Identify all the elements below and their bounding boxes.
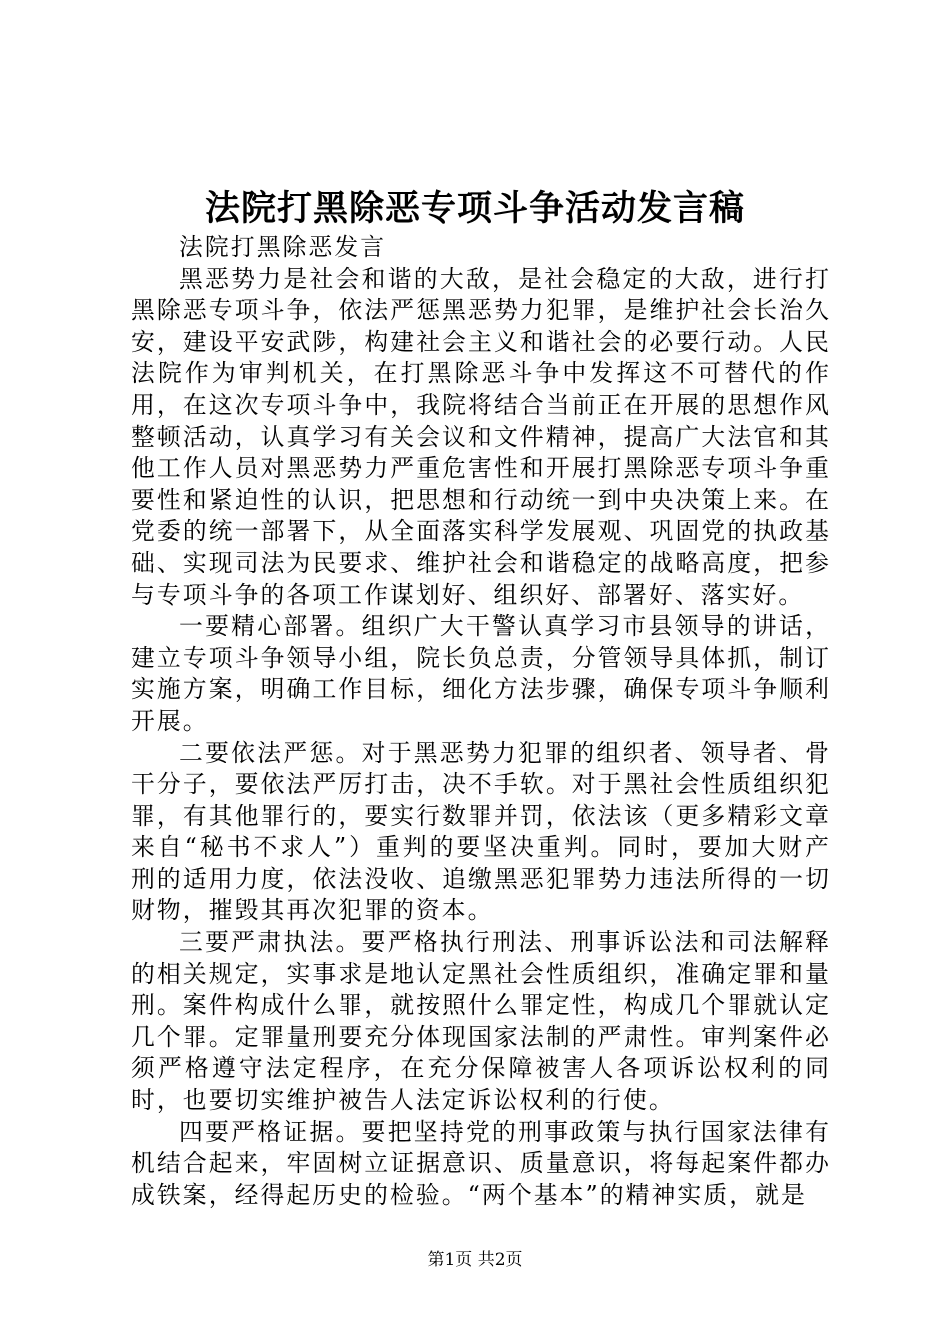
paragraph-point-2: 二要依法严惩。对于黑恶势力犯罪的组织者、领导者、骨干分子，要依法严厉打击，决不手软。对于黑社会性质组织犯罪，有其他罪行的，要实行数罪并罚，依法该（更多精彩文章来自“秘书不求人”）重判的要坚决重判。同时，要加大财产刑的适用力度，依法没收、追缴黑恶犯罪势力违法所得的一切财物，摧毁其再次犯罪的资本。 <box>131 738 831 925</box>
page-number-footer: 第1页 共2页 <box>427 1250 523 1270</box>
paragraph-intro: 黑恶势力是社会和谐的大敌，是社会稳定的大敌，进行打黑除恶专项斗争，依法严惩黑恶势力犯罪，是维护社会长治久安，建设平安武陟，构建社会主义和谐社会的必要行动。人民法院作为审判机关，在打黑除恶斗争中发挥这不可替代的作用，在这次专项斗争中，我院将结合当前正在开展的思想作风整顿活动，认真学习有关会议和文件精神，提高广大法官和其他工作人员对黑恶势力严重危害性和开展打黑除恶专项斗争重要性和紧迫性的认识，把思想和行动统一到中央决策上来。在党委的统一部署下，从全面落实科学发展观、巩固党的执政基础、实现司法为民要求、维护社会和谐稳定的战略高度，把参与专项斗争的各项工作谋划好、组织好、部署好、落实好。 <box>131 264 831 609</box>
paragraph-subtitle: 法院打黑除恶发言 <box>179 233 387 261</box>
document-body <box>131 232 831 1211</box>
paragraph-point-1: 一要精心部署。组织广大干警认真学习市县领导的讲话，建立专项斗争领导小组，院长负总责，分管领导具体抓，制订实施方案，明确工作目标，细化方法步骤，确保专项斗争顺利开展。 <box>131 612 831 735</box>
paragraph-point-4: 四要严格证据。要把坚持党的刑事政策与执行国家法律有机结合起来，牢固树立证据意识、质量意识，将每起案件都办成铁案，经得起历史的检验。“两个基本”的精神实质，就是 <box>131 1117 831 1209</box>
document-title: 法院打黑除恶专项斗争活动发言稿 <box>204 188 745 229</box>
paragraph-point-3: 三要严肃执法。要严格执行刑法、刑事诉讼法和司法解释的相关规定，实事求是地认定黑社会性质组织，准确定罪和量刑。案件构成什么罪，就按照什么罪定性，构成几个罪就认定几个罪。定罪量刑要充分体现国家法制的严肃性。审判案件必须严格遵守法定程序，在充分保障被害人各项诉讼权利的同时，也要切实维护被告人法定诉讼权利的行使。 <box>131 928 831 1115</box>
